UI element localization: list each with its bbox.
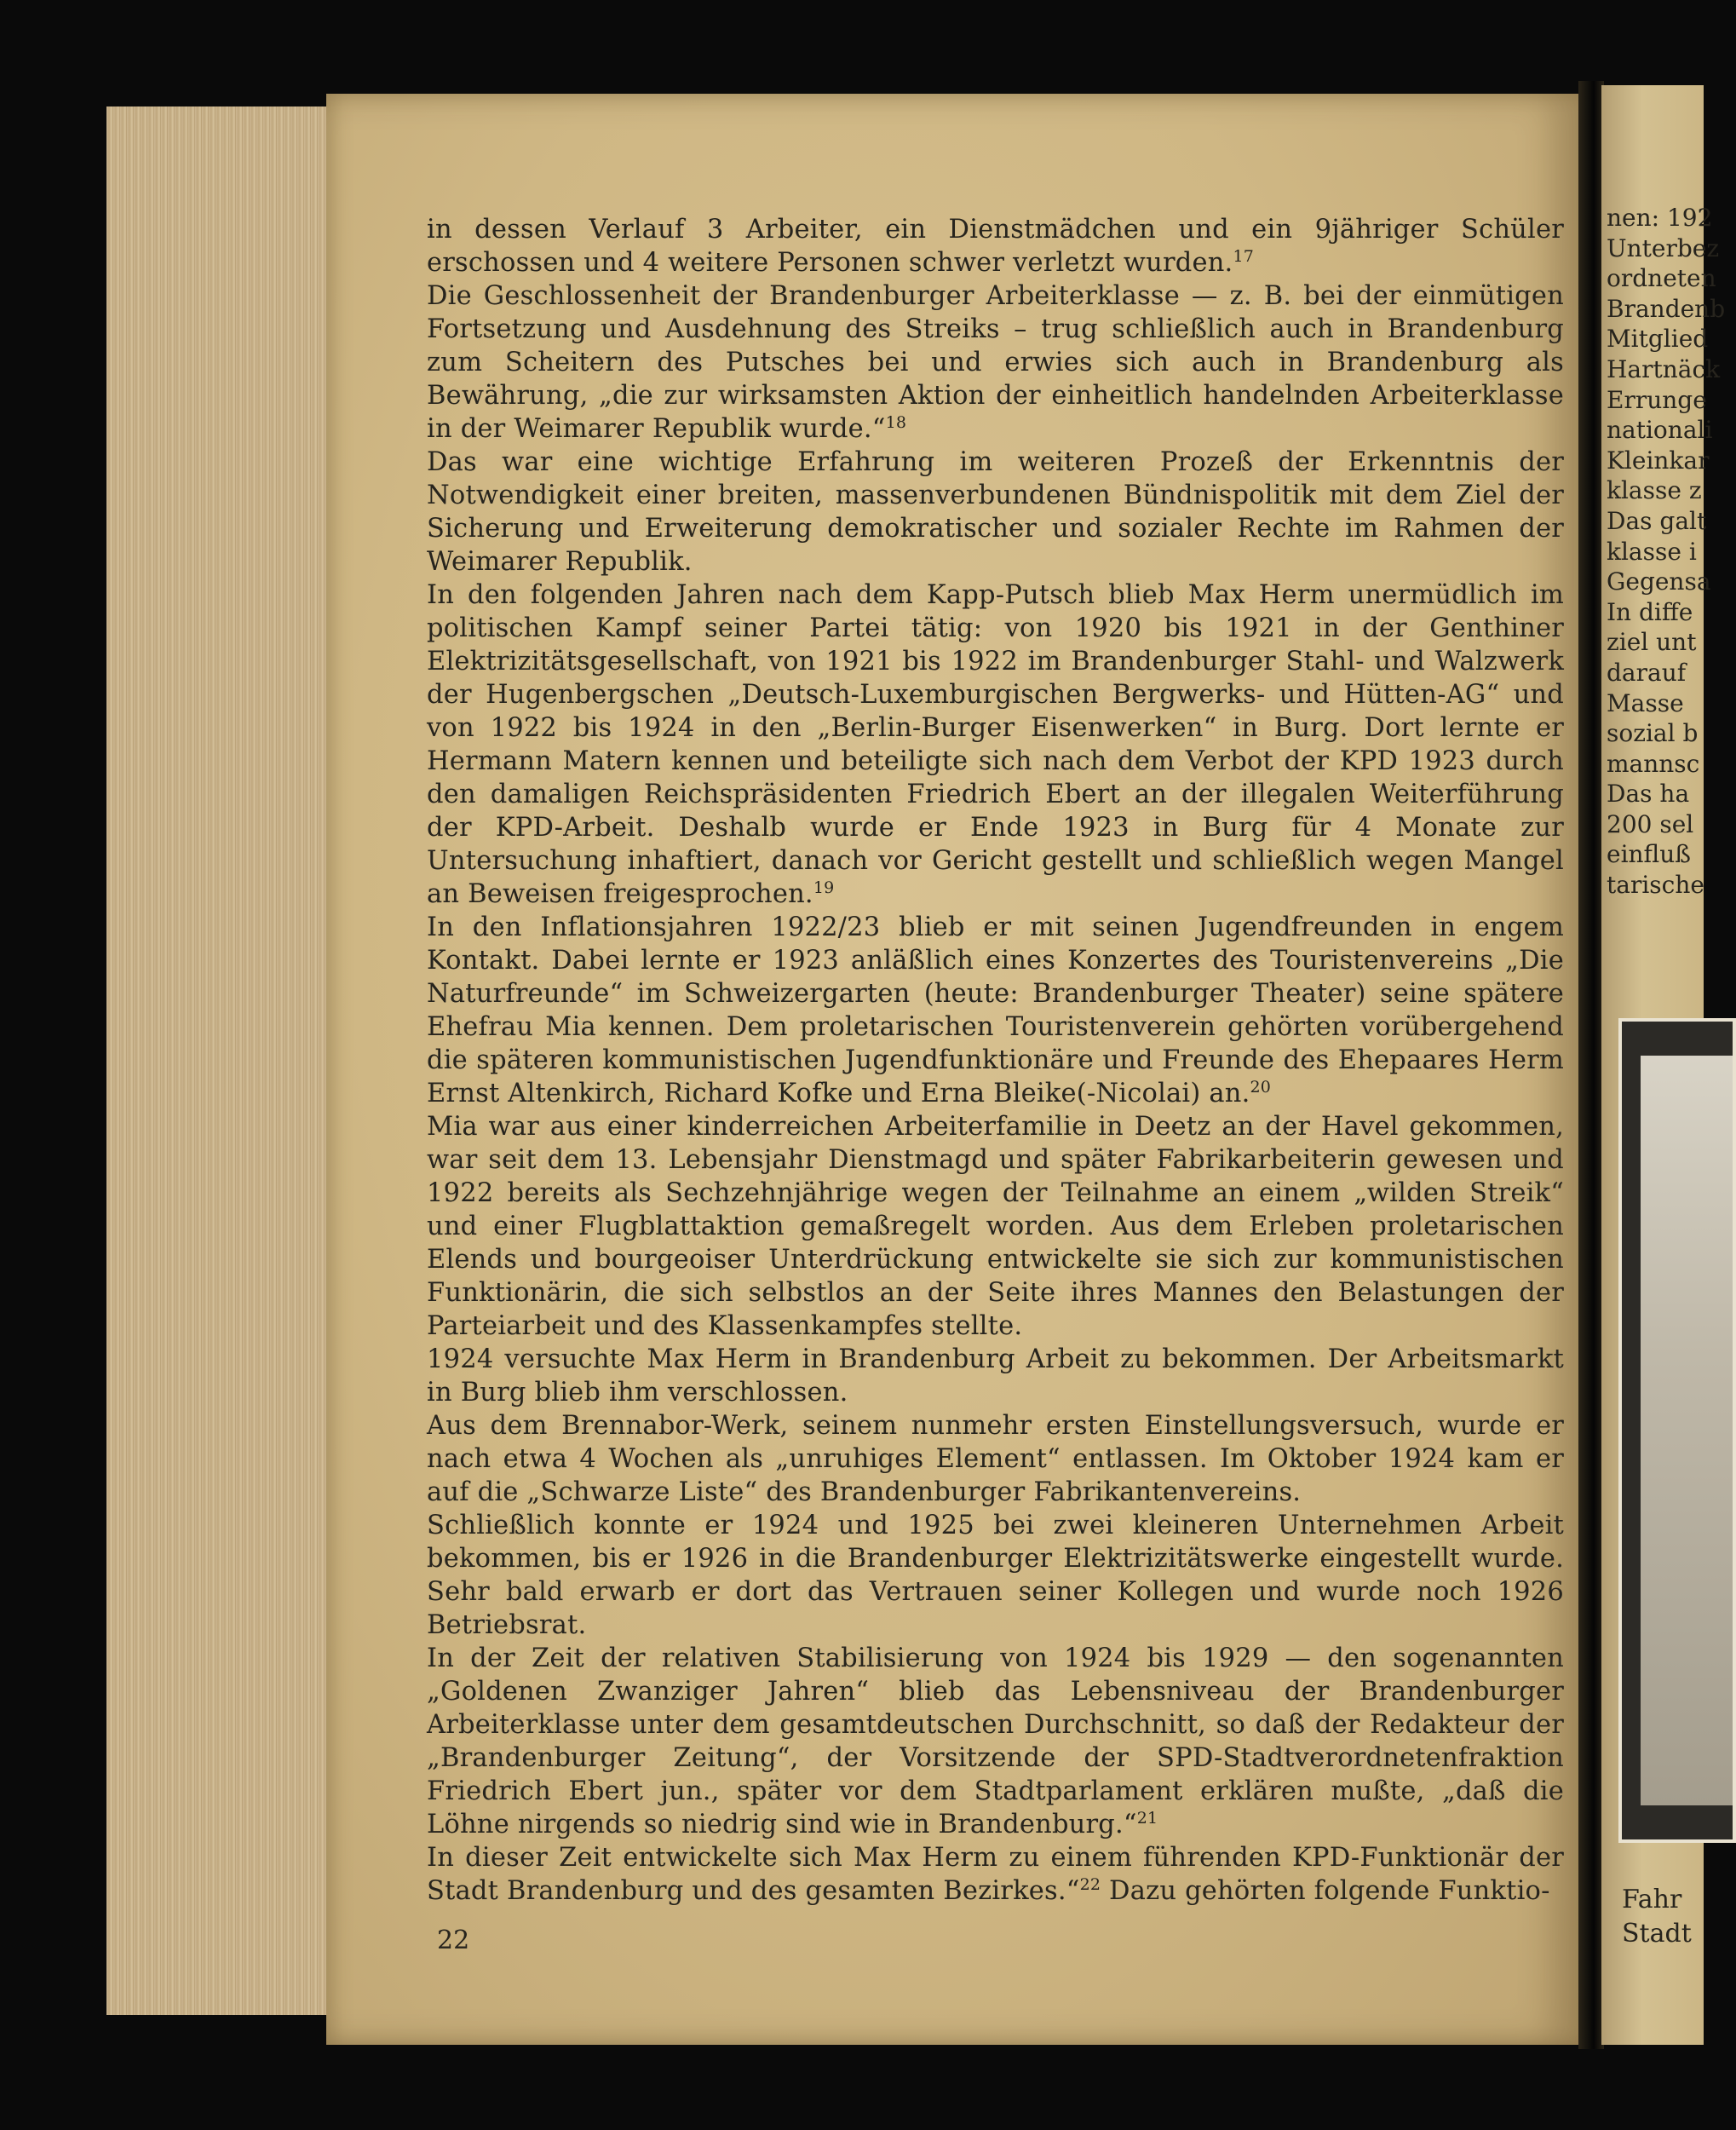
book-page-edges	[106, 106, 336, 2015]
text-line: 200 sel	[1607, 809, 1694, 838]
text-line: sozial b	[1607, 719, 1699, 748]
footnote-ref: 20	[1250, 1077, 1272, 1097]
text-line: darauf	[1607, 658, 1687, 687]
text-line: Kleinkar	[1607, 446, 1710, 475]
text-line: Gegensa	[1607, 567, 1711, 596]
text-line: einfluß	[1607, 840, 1691, 869]
text-line: nationali	[1607, 416, 1713, 445]
paragraph: 1924 versuchte Max Herm in Brandenburg Arbeit zu bekommen. Der Arbeitsmarkt in Burg blieb ihm verschlossen.	[427, 1344, 1564, 1408]
photo-caption	[1622, 1883, 1692, 1951]
text-line: Das ha	[1607, 780, 1690, 809]
paragraph: Mia war aus einer kinderreichen Arbeiterfamilie in Deetz an der Havel gekommen, war seit dem 13. Lebensjahr Dienstmagd und später Fabrikarbeiterin gewesen und 1922 bereits als Sechzehnjährige wegen der Teilnahme an einem „wilden Streik“ und einer Flugblattaktion gemaßregelt worden. Aus dem Erleben proletarischen Elends und bourgeoiser Unterdrückung entwickelte sie sich zur kommunistischen Funktionärin, die sich selbstlos an der Seite ihres Mannes den Belastungen der Parteiarbeit und des Klassenkampfes stellte.	[427, 1112, 1564, 1341]
text-line: ordneten	[1607, 264, 1716, 293]
right-page-text	[1607, 203, 1725, 901]
text-line: Masse	[1607, 688, 1684, 717]
text-line: Unterbez	[1607, 233, 1720, 262]
text-line: Brandenb	[1607, 294, 1726, 323]
text-line: klasse i	[1607, 537, 1697, 566]
caption-line: Stadt	[1622, 1919, 1692, 1949]
paragraph: in dessen Verlauf 3 Arbeiter, ein Dienstmädchen und ein 9jähriger Schüler erschossen und 4 weitere Personen schwer verletzt wurden.$^{17}$	[427, 215, 1564, 278]
text-line: ziel unt	[1607, 628, 1697, 657]
book-gutter	[1578, 81, 1604, 2049]
text-line: klasse z	[1607, 476, 1702, 505]
right-page	[1601, 85, 1726, 2045]
paragraph: In dieser Zeit entwickelte sich Max Herm zu einem führenden KPD-Funktionär der Stadt Brandenburg und des gesamten Bezirkes.“$^{22}$ Dazu gehörten folgende Funktio-	[427, 1843, 1564, 1906]
paragraph: Schließlich konnte er 1924 und 1925 bei zwei kleineren Unternehmen Arbeit bekommen, bis er 1926 in die Brandenburger Elektrizitätswerke eingestellt wurde. Sehr bald erwarb er dort das Vertrauen seiner Kollegen und wurde noch 1926 Betriebsrat.	[427, 1511, 1564, 1640]
footnote-ref: 22	[1079, 1874, 1101, 1894]
paragraph: In den Inflationsjahren 1922/23 blieb er mit seinen Jugendfreunden in engem Kontakt. Dabei lernte er 1923 anläßlich eines Konzertes des Touristenvereins „Die Naturfreunde“ im Schweizergarten (heute: Brandenburger Theater) seine spätere Ehefrau Mia kennen. Dem proletarischen Touristenverein gehörten vorübergehend die späteren kommunistischen Jugendfunktionäre und Freunde des Ehepaares Herm Ernst Altenkirch, Richard Kofke und Erna Bleike(-Nicolai) an.$^{20}$	[427, 912, 1564, 1108]
photo-image	[1641, 1056, 1733, 1805]
paragraph: Die Geschlossenheit der Brandenburger Arbeiterklasse — z. B. bei der einmütigen Fortsetzung und Ausdehnung des Streiks – trug schließlich auch in Brandenburg zum Scheitern des Putsches bei und erwies sich auch in Brandenburg als Bewährung, „die zur wirksamsten Aktion der einheitlich handelnden Arbeiterklasse in der Weimarer Republik wurde.“$^{18}$	[427, 281, 1564, 444]
footnote-ref: 21	[1136, 1808, 1158, 1828]
page-number: 22	[437, 1926, 470, 1955]
footnote-ref: 17	[1233, 246, 1255, 266]
text-line: Errunge	[1607, 385, 1707, 414]
text-line: Hartnäck	[1607, 354, 1721, 383]
body-text	[427, 213, 1564, 1908]
caption-line: Fahr	[1622, 1885, 1682, 1914]
paragraph: Aus dem Brennabor-Werk, seinem nunmehr ersten Einstellungsversuch, wurde er nach etwa 4 Wochen als „unruhiges Element“ entlassen. Im Oktober 1924 kam er auf die „Schwarze Liste“ des Brandenburger Fabrikantenvereins.	[427, 1411, 1564, 1507]
text-line: mannsc	[1607, 749, 1700, 778]
text-line: tarische	[1607, 871, 1704, 900]
text-line: In diffe	[1607, 597, 1693, 626]
photograph	[1618, 1018, 1736, 1843]
text-line: Mitglied	[1607, 325, 1709, 354]
footnote-ref: 19	[813, 878, 835, 897]
footnote-ref: 18	[885, 412, 907, 432]
paragraph: Das war eine wichtige Erfahrung im weiteren Prozeß der Erkenntnis der Notwendigkeit einer breiten, massenverbundenen Bündnispolitik mit dem Ziel der Sicherung und Erweiterung demokratischer und sozialer Rechte im Rahmen der Weimarer Republik.	[427, 447, 1564, 577]
left-page	[326, 94, 1578, 2045]
text-line: nen: 192	[1607, 204, 1713, 232]
paragraph: In der Zeit der relativen Stabilisierung von 1924 bis 1929 — den sogenannten „Goldenen Zwanziger Jahren“ blieb das Lebensniveau der Brandenburger Arbeiterklasse unter dem gesamtdeutschen Durchschnitt, so daß der Redakteur der „Brandenburger Zeitung“, der Vorsitzende der SPD-Stadtverordnetenfraktion Friedrich Ebert jun., später vor dem Stadtparlament erklären mußte, „daß die Löhne nirgends so niedrig sind wie in Brandenburg.“$^{21}$	[427, 1644, 1564, 1839]
text-line: Das galt	[1607, 506, 1707, 535]
paragraph: In den folgenden Jahren nach dem Kapp-Putsch blieb Max Herm unermüdlich im politischen Kampf seiner Partei tätig: von 1920 bis 1921 in der Genthiner Elektrizitätsgesellschaft, von 1921 bis 1922 im Brandenburger Stahl- und Walzwerk der Hugenbergschen „Deutsch-Luxemburgischen Bergwerks- und Hütten-AG“ und von 1922 bis 1924 in den „Berlin-Burger Eisenwerken“ in Burg. Dort lernte er Hermann Matern kennen und beteiligte sich nach dem Verbot der KPD 1923 durch den damaligen Reichspräsidenten Friedrich Ebert an der illegalen Weiterführung der KPD-Arbeit. Deshalb wurde er Ende 1923 in Burg für 4 Monate zur Untersuchung inhaftiert, danach vor Gericht gestellt und schließlich wegen Mangel an Beweisen freigesprochen.$^{19}$	[427, 580, 1564, 909]
